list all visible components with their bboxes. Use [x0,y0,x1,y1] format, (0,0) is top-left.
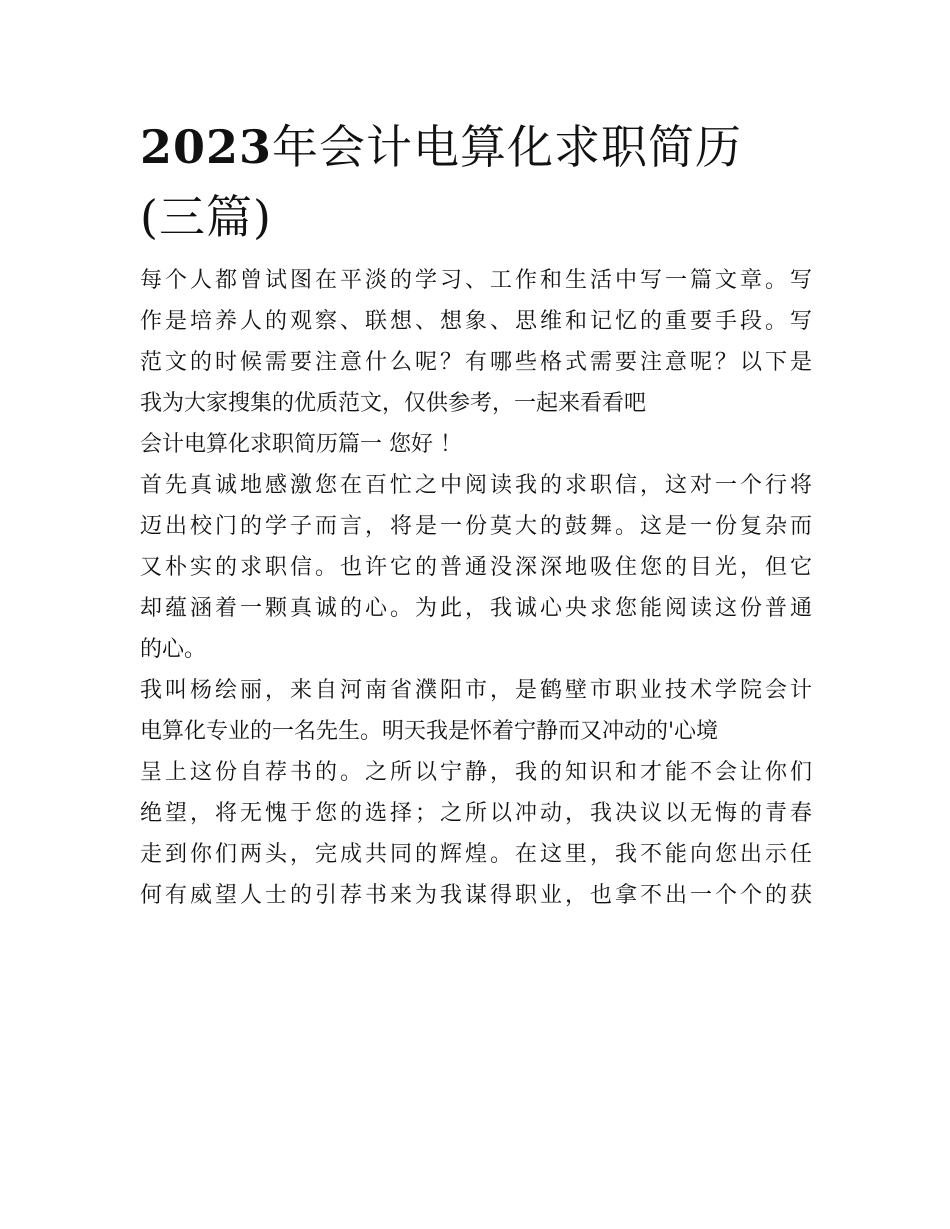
body-line: 的心。 [140,637,207,662]
body-line: 电算化专业的一名先生。明天我是怀着宁静而又冲动的'心境 [140,719,719,744]
document-title [140,112,812,252]
document-body [140,260,812,916]
title-text: 年会计电算化求职简历 [272,120,743,174]
body-line: 每个人都曾试图在平淡的学习、工作和生活中写一篇文章。写 [140,268,812,293]
body-line: 范文的时候需要注意什么呢？有哪些格式需要注意呢？以下是 [140,350,812,375]
body-line: 首先真诚地感激您在百忙之中阅读我的求职信，这对一个行将 [140,473,812,498]
title-year: 2023 [140,120,273,174]
body-line: 我为大家搜集的优质范文，仅供参考，一起来看看吧 [140,391,647,416]
title-line-1 [140,112,812,182]
title-line-2: (三篇) [140,190,272,244]
body-line: 走到你们两头，完成共同的辉煌。在这里，我不能向您出示任 [140,842,812,867]
body-line: 呈上这份自荐书的。之所以宁静，我的知识和才能不会让你们 [140,760,812,785]
body-line: 却蕴涵着一颗真诚的心。为此，我诚心央求您能阅读这份普通 [140,596,812,621]
body-line: 我叫杨绘丽，来自河南省濮阳市，是鹤壁市职业技术学院会计 [140,678,812,703]
section-heading-line: 会计电算化求职简历篇一 您好 ！ [140,432,462,457]
body-line: 绝望，将无愧于您的选择；之所以冲动，我决议以无悔的青春 [140,801,812,826]
body-line: 作是培养人的观察、联想、想象、思维和记忆的重要手段。写 [140,309,812,334]
body-line: 何有威望人士的引荐书来为我谋得职业，也拿不出一个个的获 [140,883,812,908]
document-page [140,112,812,916]
body-line: 迈出校门的学子而言，将是一份莫大的鼓舞。这是一份复杂而 [140,514,812,539]
body-line: 又朴实的求职信。也许它的普通没深深地吸住您的目光，但它 [140,555,812,580]
